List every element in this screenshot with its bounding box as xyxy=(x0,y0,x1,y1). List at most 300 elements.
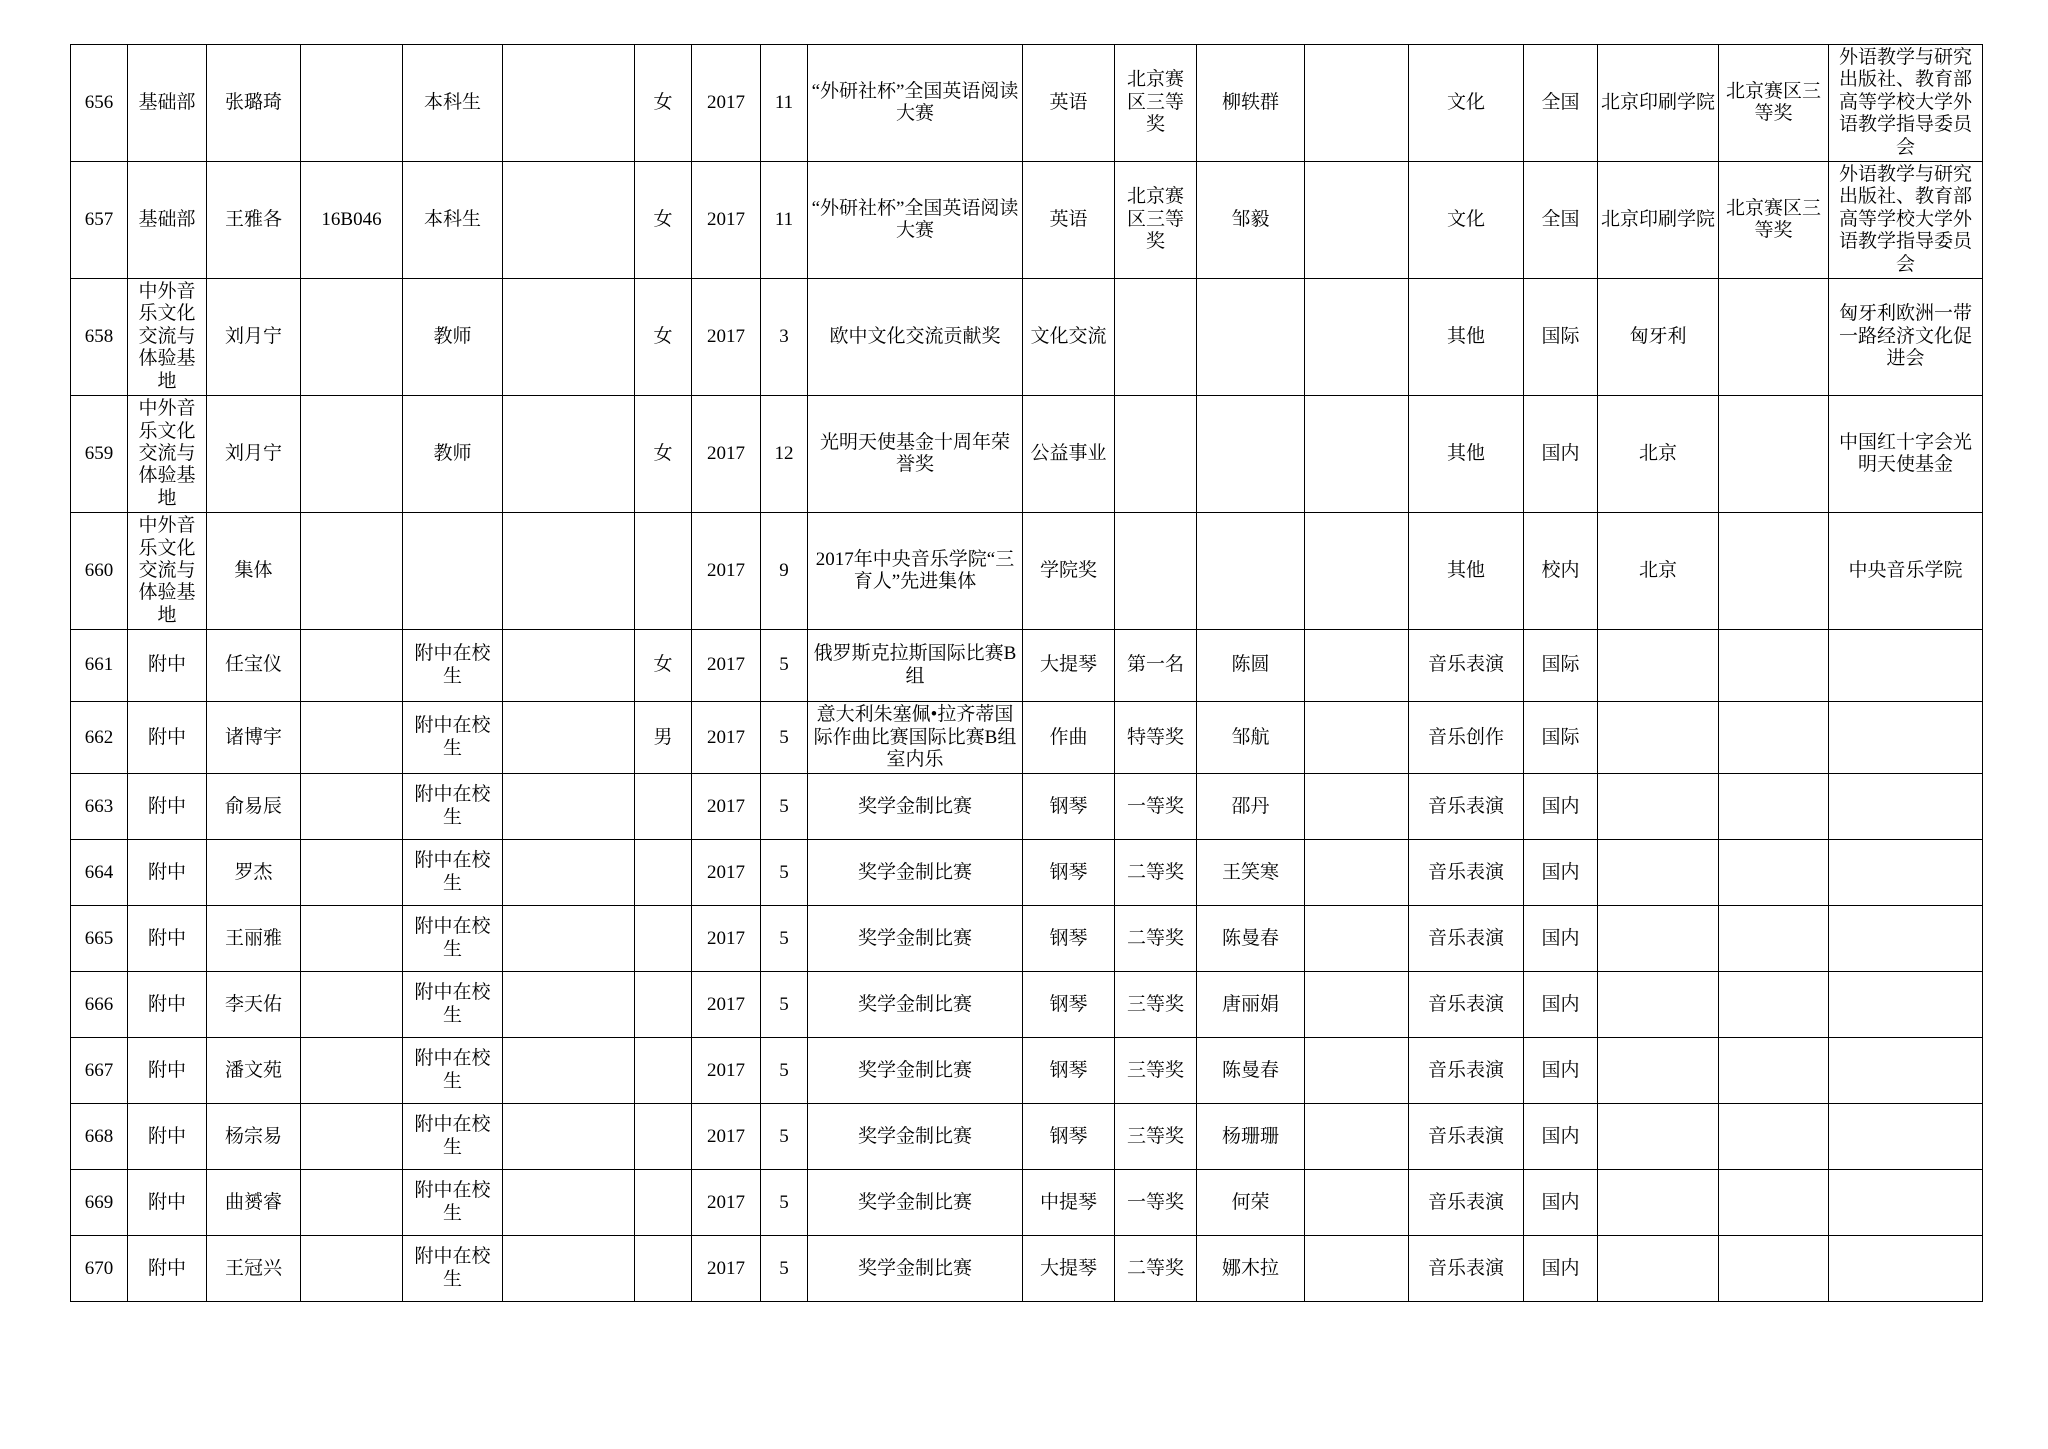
cell-month: 5 xyxy=(761,774,808,840)
cell-blank1 xyxy=(503,972,635,1038)
cell-level: 特等奖 xyxy=(1115,702,1197,774)
cell-name: 曲赟睿 xyxy=(207,1170,301,1236)
cell-scope: 国际 xyxy=(1524,630,1598,702)
cell-note xyxy=(1719,513,1829,630)
cell-unit xyxy=(1598,702,1719,774)
cell-level: 北京赛区三等奖 xyxy=(1115,162,1197,279)
cell-level: 二等奖 xyxy=(1115,906,1197,972)
cell-category: 音乐创作 xyxy=(1409,702,1524,774)
cell-dept: 附中 xyxy=(128,1038,207,1104)
cell-name: 任宝仪 xyxy=(207,630,301,702)
cell-sid xyxy=(301,1170,403,1236)
cell-gender xyxy=(635,1038,692,1104)
cell-no: 661 xyxy=(71,630,128,702)
cell-note: 北京赛区三等奖 xyxy=(1719,162,1829,279)
cell-blank2 xyxy=(1305,630,1409,702)
cell-gender: 女 xyxy=(635,162,692,279)
cell-no: 656 xyxy=(71,45,128,162)
cell-dept: 中外音乐文化交流与体验基地 xyxy=(128,279,207,396)
cell-identity xyxy=(403,513,503,630)
cell-category: 音乐表演 xyxy=(1409,1236,1524,1302)
cell-unit xyxy=(1598,1104,1719,1170)
cell-teacher: 陈曼春 xyxy=(1197,1038,1305,1104)
cell-dept: 附中 xyxy=(128,1104,207,1170)
cell-unit xyxy=(1598,906,1719,972)
cell-level xyxy=(1115,396,1197,513)
cell-unit: 北京印刷学院 xyxy=(1598,162,1719,279)
cell-gender: 女 xyxy=(635,279,692,396)
cell-teacher: 邵丹 xyxy=(1197,774,1305,840)
cell-title: 意大利朱塞佩•拉齐蒂国际作曲比赛国际比赛B组室内乐 xyxy=(808,702,1023,774)
cell-scope: 国内 xyxy=(1524,1170,1598,1236)
cell-month: 11 xyxy=(761,162,808,279)
table-row xyxy=(71,702,1983,774)
cell-blank2 xyxy=(1305,1038,1409,1104)
cell-name: 潘文苑 xyxy=(207,1038,301,1104)
cell-dept: 中外音乐文化交流与体验基地 xyxy=(128,513,207,630)
cell-dept: 中外音乐文化交流与体验基地 xyxy=(128,396,207,513)
cell-category: 音乐表演 xyxy=(1409,906,1524,972)
cell-identity: 本科生 xyxy=(403,162,503,279)
cell-year: 2017 xyxy=(692,702,761,774)
cell-sid xyxy=(301,45,403,162)
cell-sid xyxy=(301,702,403,774)
cell-note xyxy=(1719,972,1829,1038)
cell-major: 公益事业 xyxy=(1023,396,1115,513)
cell-year: 2017 xyxy=(692,774,761,840)
cell-title: 奖学金制比赛 xyxy=(808,1104,1023,1170)
cell-title: 俄罗斯克拉斯国际比赛B组 xyxy=(808,630,1023,702)
cell-name: 罗杰 xyxy=(207,840,301,906)
cell-major: 英语 xyxy=(1023,162,1115,279)
cell-blank1 xyxy=(503,45,635,162)
cell-name: 李天佑 xyxy=(207,972,301,1038)
cell-month: 5 xyxy=(761,906,808,972)
cell-blank1 xyxy=(503,1236,635,1302)
cell-no: 666 xyxy=(71,972,128,1038)
cell-month: 11 xyxy=(761,45,808,162)
cell-gender xyxy=(635,1236,692,1302)
cell-host: 匈牙利欧洲一带一路经济文化促进会 xyxy=(1829,279,1983,396)
cell-dept: 附中 xyxy=(128,840,207,906)
cell-major: 钢琴 xyxy=(1023,1104,1115,1170)
cell-category: 文化 xyxy=(1409,162,1524,279)
cell-unit: 北京 xyxy=(1598,513,1719,630)
cell-year: 2017 xyxy=(692,906,761,972)
cell-major: 钢琴 xyxy=(1023,840,1115,906)
cell-host xyxy=(1829,840,1983,906)
cell-name: 王冠兴 xyxy=(207,1236,301,1302)
cell-major: 大提琴 xyxy=(1023,1236,1115,1302)
cell-title: 奖学金制比赛 xyxy=(808,906,1023,972)
cell-scope: 校内 xyxy=(1524,513,1598,630)
table-row xyxy=(71,774,1983,840)
cell-no: 662 xyxy=(71,702,128,774)
cell-blank2 xyxy=(1305,1236,1409,1302)
cell-host xyxy=(1829,630,1983,702)
cell-level: 第一名 xyxy=(1115,630,1197,702)
cell-year: 2017 xyxy=(692,1038,761,1104)
cell-teacher: 邹毅 xyxy=(1197,162,1305,279)
cell-year: 2017 xyxy=(692,279,761,396)
cell-note xyxy=(1719,396,1829,513)
cell-name: 刘月宁 xyxy=(207,279,301,396)
cell-title: 奖学金制比赛 xyxy=(808,774,1023,840)
cell-dept: 附中 xyxy=(128,774,207,840)
cell-host xyxy=(1829,906,1983,972)
cell-no: 667 xyxy=(71,1038,128,1104)
cell-unit xyxy=(1598,972,1719,1038)
cell-sid xyxy=(301,1038,403,1104)
cell-dept: 附中 xyxy=(128,906,207,972)
cell-title: 光明天使基金十周年荣誉奖 xyxy=(808,396,1023,513)
cell-scope: 国内 xyxy=(1524,396,1598,513)
cell-month: 9 xyxy=(761,513,808,630)
cell-scope: 国内 xyxy=(1524,1038,1598,1104)
cell-year: 2017 xyxy=(692,45,761,162)
cell-no: 664 xyxy=(71,840,128,906)
cell-category: 文化 xyxy=(1409,45,1524,162)
cell-level: 一等奖 xyxy=(1115,1170,1197,1236)
table-row xyxy=(71,513,1983,630)
cell-scope: 全国 xyxy=(1524,162,1598,279)
cell-name: 诸博宇 xyxy=(207,702,301,774)
cell-blank2 xyxy=(1305,702,1409,774)
cell-sid xyxy=(301,1236,403,1302)
cell-dept: 附中 xyxy=(128,1170,207,1236)
cell-blank2 xyxy=(1305,1104,1409,1170)
cell-note xyxy=(1719,1170,1829,1236)
cell-level: 二等奖 xyxy=(1115,840,1197,906)
cell-blank2 xyxy=(1305,162,1409,279)
cell-year: 2017 xyxy=(692,513,761,630)
cell-blank1 xyxy=(503,396,635,513)
cell-blank1 xyxy=(503,1104,635,1170)
cell-level: 二等奖 xyxy=(1115,1236,1197,1302)
cell-host xyxy=(1829,1170,1983,1236)
cell-scope: 国内 xyxy=(1524,972,1598,1038)
cell-host: 外语教学与研究出版社、教育部高等学校大学外语教学指导委员会 xyxy=(1829,45,1983,162)
cell-no: 660 xyxy=(71,513,128,630)
cell-month: 5 xyxy=(761,972,808,1038)
cell-title: 奖学金制比赛 xyxy=(808,1038,1023,1104)
cell-teacher: 唐丽娟 xyxy=(1197,972,1305,1038)
cell-dept: 基础部 xyxy=(128,45,207,162)
cell-unit xyxy=(1598,840,1719,906)
table-row xyxy=(71,162,1983,279)
cell-major: 钢琴 xyxy=(1023,906,1115,972)
cell-dept: 附中 xyxy=(128,1236,207,1302)
cell-category: 音乐表演 xyxy=(1409,840,1524,906)
cell-note xyxy=(1719,630,1829,702)
cell-no: 663 xyxy=(71,774,128,840)
cell-no: 659 xyxy=(71,396,128,513)
cell-sid xyxy=(301,774,403,840)
cell-identity: 附中在校生 xyxy=(403,972,503,1038)
cell-month: 5 xyxy=(761,1038,808,1104)
cell-year: 2017 xyxy=(692,1170,761,1236)
cell-blank1 xyxy=(503,279,635,396)
cell-dept: 附中 xyxy=(128,630,207,702)
cell-identity: 附中在校生 xyxy=(403,1170,503,1236)
cell-gender xyxy=(635,840,692,906)
cell-identity: 教师 xyxy=(403,279,503,396)
cell-blank2 xyxy=(1305,774,1409,840)
cell-scope: 国内 xyxy=(1524,1236,1598,1302)
cell-major: 大提琴 xyxy=(1023,630,1115,702)
table-row xyxy=(71,279,1983,396)
cell-scope: 国际 xyxy=(1524,702,1598,774)
table-row xyxy=(71,1170,1983,1236)
cell-year: 2017 xyxy=(692,1236,761,1302)
cell-year: 2017 xyxy=(692,1104,761,1170)
cell-unit: 匈牙利 xyxy=(1598,279,1719,396)
cell-major: 钢琴 xyxy=(1023,774,1115,840)
cell-level: 三等奖 xyxy=(1115,972,1197,1038)
cell-month: 5 xyxy=(761,1236,808,1302)
cell-category: 音乐表演 xyxy=(1409,774,1524,840)
cell-gender xyxy=(635,774,692,840)
cell-month: 5 xyxy=(761,630,808,702)
cell-category: 音乐表演 xyxy=(1409,1104,1524,1170)
cell-no: 669 xyxy=(71,1170,128,1236)
cell-category: 其他 xyxy=(1409,396,1524,513)
cell-blank1 xyxy=(503,774,635,840)
cell-teacher: 娜木拉 xyxy=(1197,1236,1305,1302)
cell-identity: 附中在校生 xyxy=(403,702,503,774)
cell-name: 张璐琦 xyxy=(207,45,301,162)
cell-sid xyxy=(301,396,403,513)
cell-identity: 附中在校生 xyxy=(403,774,503,840)
cell-month: 5 xyxy=(761,840,808,906)
cell-identity: 附中在校生 xyxy=(403,1104,503,1170)
cell-level: 一等奖 xyxy=(1115,774,1197,840)
cell-teacher: 陈曼春 xyxy=(1197,906,1305,972)
cell-teacher: 杨珊珊 xyxy=(1197,1104,1305,1170)
cell-year: 2017 xyxy=(692,840,761,906)
table-row xyxy=(71,972,1983,1038)
cell-note xyxy=(1719,1104,1829,1170)
cell-major: 钢琴 xyxy=(1023,1038,1115,1104)
cell-no: 665 xyxy=(71,906,128,972)
cell-note xyxy=(1719,279,1829,396)
cell-note: 北京赛区三等奖 xyxy=(1719,45,1829,162)
cell-sid xyxy=(301,630,403,702)
cell-month: 3 xyxy=(761,279,808,396)
cell-title: 奖学金制比赛 xyxy=(808,1170,1023,1236)
cell-title: “外研社杯”全国英语阅读大赛 xyxy=(808,162,1023,279)
cell-level: 北京赛区三等奖 xyxy=(1115,45,1197,162)
cell-host xyxy=(1829,972,1983,1038)
cell-dept: 附中 xyxy=(128,702,207,774)
cell-teacher xyxy=(1197,513,1305,630)
cell-gender xyxy=(635,1170,692,1236)
cell-gender xyxy=(635,972,692,1038)
cell-no: 658 xyxy=(71,279,128,396)
cell-gender: 男 xyxy=(635,702,692,774)
cell-month: 5 xyxy=(761,702,808,774)
table-row xyxy=(71,1236,1983,1302)
cell-gender xyxy=(635,906,692,972)
cell-sid xyxy=(301,840,403,906)
table-row xyxy=(71,45,1983,162)
cell-teacher xyxy=(1197,279,1305,396)
cell-year: 2017 xyxy=(692,630,761,702)
cell-note xyxy=(1719,1236,1829,1302)
cell-unit: 北京印刷学院 xyxy=(1598,45,1719,162)
cell-blank1 xyxy=(503,702,635,774)
cell-host xyxy=(1829,702,1983,774)
award-records-table xyxy=(70,44,1983,1302)
cell-host: 中央音乐学院 xyxy=(1829,513,1983,630)
cell-unit xyxy=(1598,1170,1719,1236)
cell-category: 音乐表演 xyxy=(1409,630,1524,702)
cell-host xyxy=(1829,1236,1983,1302)
cell-identity: 附中在校生 xyxy=(403,906,503,972)
cell-note xyxy=(1719,774,1829,840)
cell-no: 668 xyxy=(71,1104,128,1170)
cell-level: 三等奖 xyxy=(1115,1038,1197,1104)
table-row xyxy=(71,396,1983,513)
cell-note xyxy=(1719,702,1829,774)
cell-blank1 xyxy=(503,513,635,630)
table-row xyxy=(71,906,1983,972)
cell-gender: 女 xyxy=(635,396,692,513)
cell-sid: 16B046 xyxy=(301,162,403,279)
cell-scope: 国内 xyxy=(1524,840,1598,906)
table-row xyxy=(71,630,1983,702)
cell-host xyxy=(1829,774,1983,840)
cell-major: 文化交流 xyxy=(1023,279,1115,396)
cell-name: 刘月宁 xyxy=(207,396,301,513)
cell-blank2 xyxy=(1305,513,1409,630)
cell-title: 奖学金制比赛 xyxy=(808,1236,1023,1302)
cell-dept: 基础部 xyxy=(128,162,207,279)
cell-month: 5 xyxy=(761,1104,808,1170)
cell-scope: 国内 xyxy=(1524,906,1598,972)
cell-blank2 xyxy=(1305,1170,1409,1236)
cell-name: 王雅各 xyxy=(207,162,301,279)
cell-host: 外语教学与研究出版社、教育部高等学校大学外语教学指导委员会 xyxy=(1829,162,1983,279)
cell-no: 670 xyxy=(71,1236,128,1302)
cell-unit: 北京 xyxy=(1598,396,1719,513)
cell-note xyxy=(1719,840,1829,906)
cell-year: 2017 xyxy=(692,396,761,513)
cell-year: 2017 xyxy=(692,972,761,1038)
cell-level: 三等奖 xyxy=(1115,1104,1197,1170)
cell-major: 作曲 xyxy=(1023,702,1115,774)
cell-sid xyxy=(301,1104,403,1170)
cell-unit xyxy=(1598,1038,1719,1104)
cell-category: 其他 xyxy=(1409,513,1524,630)
table-row xyxy=(71,1038,1983,1104)
cell-note xyxy=(1719,1038,1829,1104)
cell-title: 欧中文化交流贡献奖 xyxy=(808,279,1023,396)
cell-identity: 教师 xyxy=(403,396,503,513)
cell-sid xyxy=(301,513,403,630)
cell-unit xyxy=(1598,774,1719,840)
cell-unit xyxy=(1598,1236,1719,1302)
cell-name: 俞易辰 xyxy=(207,774,301,840)
table-row xyxy=(71,1104,1983,1170)
cell-major: 英语 xyxy=(1023,45,1115,162)
cell-name: 集体 xyxy=(207,513,301,630)
cell-scope: 国际 xyxy=(1524,279,1598,396)
cell-blank1 xyxy=(503,840,635,906)
cell-blank1 xyxy=(503,630,635,702)
cell-blank2 xyxy=(1305,906,1409,972)
cell-blank1 xyxy=(503,1038,635,1104)
cell-sid xyxy=(301,906,403,972)
cell-month: 5 xyxy=(761,1170,808,1236)
cell-identity: 附中在校生 xyxy=(403,1038,503,1104)
cell-category: 其他 xyxy=(1409,279,1524,396)
cell-identity: 附中在校生 xyxy=(403,1236,503,1302)
cell-major: 学院奖 xyxy=(1023,513,1115,630)
cell-title: 奖学金制比赛 xyxy=(808,972,1023,1038)
cell-no: 657 xyxy=(71,162,128,279)
cell-host: 中国红十字会光明天使基金 xyxy=(1829,396,1983,513)
cell-title: 奖学金制比赛 xyxy=(808,840,1023,906)
cell-scope: 全国 xyxy=(1524,45,1598,162)
cell-teacher: 王笑寒 xyxy=(1197,840,1305,906)
cell-name: 王丽雅 xyxy=(207,906,301,972)
cell-teacher: 柳轶群 xyxy=(1197,45,1305,162)
cell-sid xyxy=(301,972,403,1038)
cell-identity: 附中在校生 xyxy=(403,630,503,702)
table-body xyxy=(71,45,1983,1302)
cell-title: 2017年中央音乐学院“三育人”先进集体 xyxy=(808,513,1023,630)
cell-teacher: 何荣 xyxy=(1197,1170,1305,1236)
cell-gender xyxy=(635,1104,692,1170)
cell-dept: 附中 xyxy=(128,972,207,1038)
cell-blank2 xyxy=(1305,972,1409,1038)
cell-title: “外研社杯”全国英语阅读大赛 xyxy=(808,45,1023,162)
cell-blank1 xyxy=(503,1170,635,1236)
cell-identity: 附中在校生 xyxy=(403,840,503,906)
cell-year: 2017 xyxy=(692,162,761,279)
cell-blank2 xyxy=(1305,279,1409,396)
cell-host xyxy=(1829,1038,1983,1104)
cell-major: 钢琴 xyxy=(1023,972,1115,1038)
cell-unit xyxy=(1598,630,1719,702)
cell-level xyxy=(1115,279,1197,396)
cell-note xyxy=(1719,906,1829,972)
cell-category: 音乐表演 xyxy=(1409,972,1524,1038)
cell-month: 12 xyxy=(761,396,808,513)
cell-gender xyxy=(635,513,692,630)
cell-gender: 女 xyxy=(635,45,692,162)
cell-host xyxy=(1829,1104,1983,1170)
cell-major: 中提琴 xyxy=(1023,1170,1115,1236)
cell-gender: 女 xyxy=(635,630,692,702)
cell-teacher: 陈圆 xyxy=(1197,630,1305,702)
cell-identity: 本科生 xyxy=(403,45,503,162)
cell-category: 音乐表演 xyxy=(1409,1038,1524,1104)
cell-name: 杨宗易 xyxy=(207,1104,301,1170)
cell-blank1 xyxy=(503,162,635,279)
cell-blank1 xyxy=(503,906,635,972)
cell-teacher xyxy=(1197,396,1305,513)
cell-category: 音乐表演 xyxy=(1409,1170,1524,1236)
cell-blank2 xyxy=(1305,45,1409,162)
cell-scope: 国内 xyxy=(1524,1104,1598,1170)
cell-sid xyxy=(301,279,403,396)
cell-blank2 xyxy=(1305,396,1409,513)
cell-level xyxy=(1115,513,1197,630)
cell-blank2 xyxy=(1305,840,1409,906)
table-row xyxy=(71,840,1983,906)
